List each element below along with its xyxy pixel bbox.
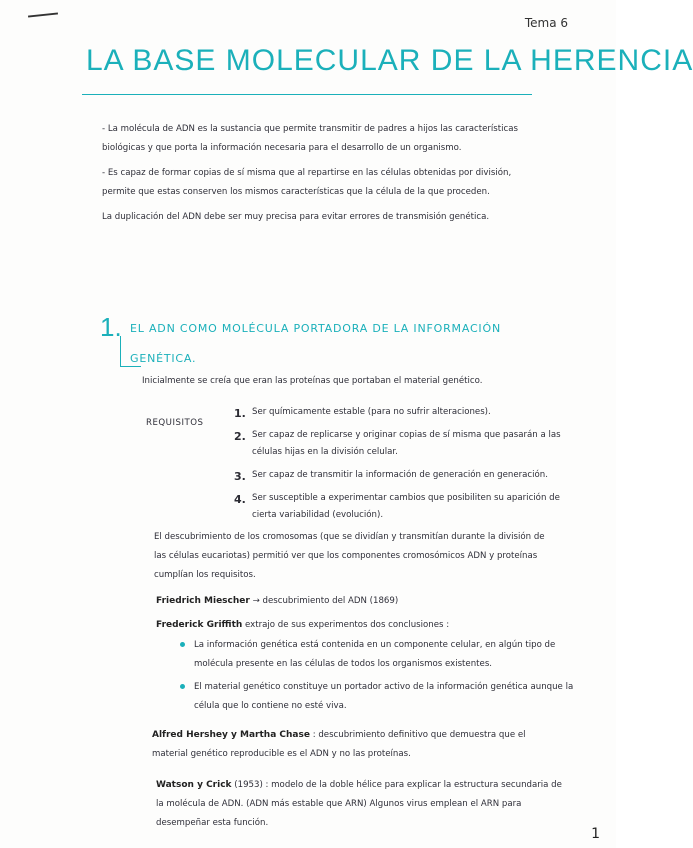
intro-paragraph: - Es capaz de formar copias de sí misma que al repartirse en las células obtenidas por división, permite que estas conserven los mismos características que la célula de la que proceden. [102,168,512,197]
scientist-note: extrajo de sus experimentos dos conclusiones : [245,620,450,630]
initially-text: Inicialmente se creía que eran las proteínas que portaban el material genético. [142,376,483,386]
topic-label: Tema 6 [524,16,568,30]
list-item [234,404,574,421]
section-title: EL ADN COMO MOLÉCULA PORTADORA DE LA INFORMACIÓN GENÉTICA. [130,322,501,365]
griffith-line [156,616,566,635]
bullet-dot [180,642,185,647]
requirements-label: REQUISITOS [146,418,204,428]
intro-paragraph: - La molécula de ADN es la sustancia que permite transmitir de padres a hijos las características biológicas y que porta la información necesaria para el desarrollo de un organismo. [102,124,518,153]
item-number: 1. [234,407,246,420]
requirements-list [234,404,574,530]
intro-paragraph: La duplicación del ADN debe ser muy precisa para evitar errores de transmisión genética. [102,212,490,222]
item-text: Ser capaz de replicarse y originar copias de sí misma que pasarán a las células hijas en la división celular. [252,430,561,457]
scientist-note: : descubrimiento definitivo que demuestra que el material genético reproducible es el ADN y no las proteínas. [152,730,526,759]
item-text: Ser susceptible a experimentar cambios que posibiliten su aparición de cierta variabilidad (evolución). [252,493,560,520]
conclusion-text: La información genética está contenida en un componente celular, en algún tipo de molécula presente en las células de todos los organismos existentes. [194,640,556,669]
list-item [180,636,580,674]
scientist-name: Watson y Crick [156,780,232,790]
section-number: 1. [100,312,122,342]
list-item [234,427,574,461]
conclusion-text: El material genético constituye un portador activo de la información genética aunque la célula que lo contiene no esté viva. [194,682,574,711]
watson-line [156,776,566,833]
page-title: LA BASE MOLECULAR DE LA HERENCIA [86,44,693,77]
item-text: Ser químicamente estable (para no sufrir alteraciones). [252,407,491,417]
list-item [234,467,574,484]
miescher-line [156,592,556,611]
list-item [180,678,580,716]
page-number: 1 [591,826,600,842]
griffith-conclusions [180,636,580,720]
item-number: 4. [234,493,246,506]
scientist-name: Frederick Griffith [156,620,243,630]
scientist-note: → descubrimiento del ADN (1869) [252,596,399,606]
list-item [234,490,574,524]
scientist-note: (1953) : modelo de la doble hélice para explicar la estructura secundaria de la molécula de ADN. (ADN más estable que ARN) Algunos virus emplean el ARN para desempeñar esta función. [156,780,562,828]
hershey-line [152,726,562,764]
corner-mark [28,12,58,17]
intro-block [102,120,542,233]
item-text: Ser capaz de transmitir la información de generación en generación. [252,470,548,480]
scientist-name: Alfred Hershey y Martha Chase [152,730,310,740]
item-number: 3. [234,470,246,483]
scientist-name: Friedrich Miescher [156,596,250,606]
bullet-dot [180,684,185,689]
item-number: 2. [234,430,246,443]
heading-bracket [120,336,141,367]
chromosomes-text: El descubrimiento de los cromosomas (que se dividían y transmitían durante la división de las células eucariotas) permitió ver que los componentes cromosómicos ADN y proteínas cumplían los requisitos. [154,532,545,580]
title-underline [82,94,532,95]
